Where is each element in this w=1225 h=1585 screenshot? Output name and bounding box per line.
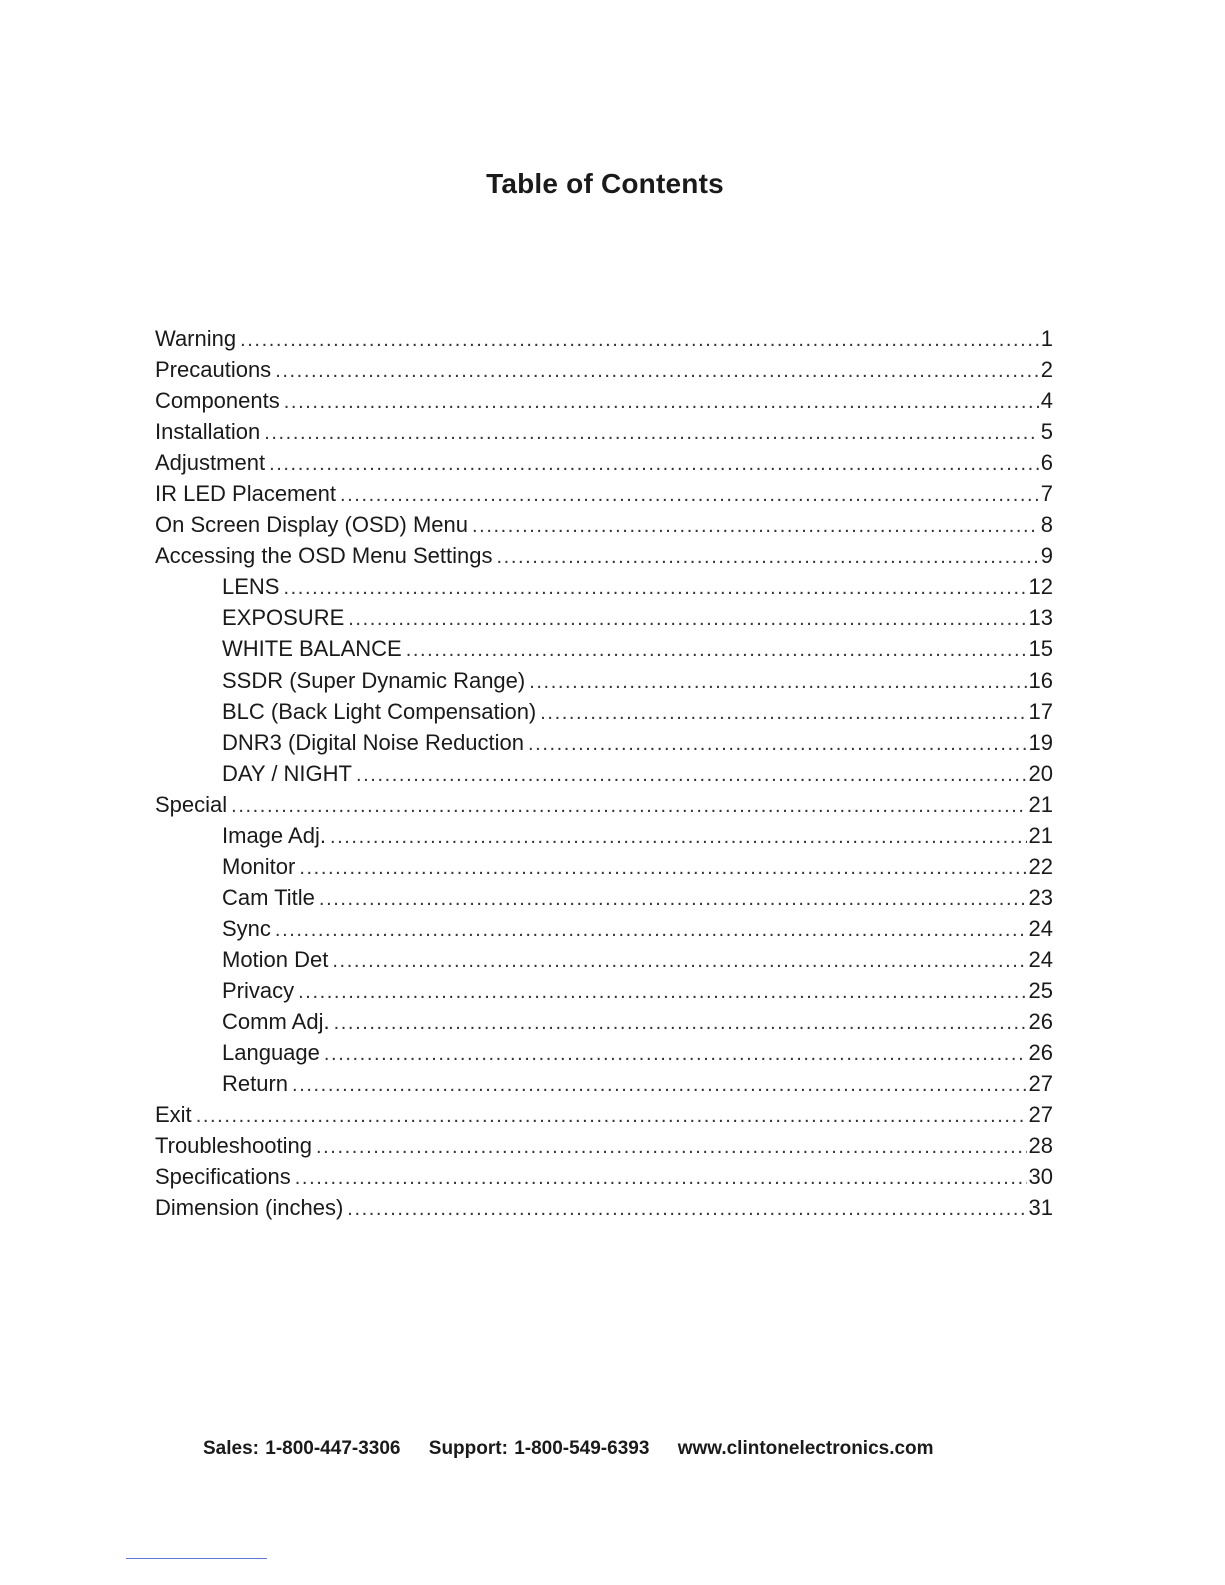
toc-dot-leader xyxy=(472,511,1039,542)
toc-entry-label: Motion Det xyxy=(222,946,329,972)
toc-entry-page-number: 24 xyxy=(1028,946,1053,972)
toc-dot-leader xyxy=(284,387,1039,418)
toc-entry-label: EXPOSURE xyxy=(222,605,345,631)
toc-entry-label: On Screen Display (OSD) Menu xyxy=(155,512,468,538)
toc-entry-page-number: 6 xyxy=(1040,450,1053,476)
toc-entry[interactable] xyxy=(155,1037,1053,1068)
toc-entry-label: Troubleshooting xyxy=(155,1133,312,1159)
toc-entry-label: BLC (Back Light Compensation) xyxy=(222,698,537,724)
toc-entry-label: WHITE BALANCE xyxy=(222,636,402,662)
toc-entry-label: Monitor xyxy=(222,853,296,879)
toc-entry[interactable] xyxy=(155,820,1053,851)
toc-dot-leader xyxy=(340,480,1039,511)
toc-entry[interactable] xyxy=(155,540,1053,571)
toc-entry-label: Adjustment xyxy=(155,450,266,476)
toc-entry[interactable] xyxy=(155,354,1053,385)
toc-dot-leader xyxy=(347,1194,1026,1225)
toc-entry-page-number: 21 xyxy=(1028,791,1053,817)
page-title: Table of Contents xyxy=(486,168,724,199)
contact-footer xyxy=(203,1438,1023,1460)
toc-dot-leader xyxy=(330,822,1027,853)
table-of-contents xyxy=(155,323,1053,1223)
toc-dot-leader xyxy=(316,1132,1027,1163)
toc-entry-page-number: 21 xyxy=(1028,822,1053,848)
toc-entry[interactable] xyxy=(155,1068,1053,1099)
toc-entry-page-number: 5 xyxy=(1040,419,1053,445)
toc-entry[interactable] xyxy=(155,478,1053,509)
toc-entry-page-number: 28 xyxy=(1028,1133,1053,1159)
toc-entry-page-number: 22 xyxy=(1028,853,1053,879)
toc-dot-leader xyxy=(269,449,1039,480)
toc-entry[interactable] xyxy=(155,851,1053,882)
toc-dot-leader xyxy=(240,325,1039,356)
toc-entry-page-number: 26 xyxy=(1028,1009,1053,1035)
toc-entry-label: Dimension (inches) xyxy=(155,1195,344,1221)
toc-entry[interactable] xyxy=(155,696,1053,727)
toc-entry[interactable] xyxy=(155,1099,1053,1130)
toc-entry-label: Cam Title xyxy=(222,884,315,910)
toc-dot-leader xyxy=(295,1163,1027,1194)
toc-entry[interactable] xyxy=(155,571,1053,602)
toc-entry-label: Return xyxy=(222,1071,289,1097)
toc-entry[interactable] xyxy=(155,727,1053,758)
toc-entry-page-number: 1 xyxy=(1040,326,1053,351)
toc-entry-label: Exit xyxy=(155,1102,192,1128)
toc-entry-label: Warning xyxy=(155,326,237,351)
toc-entry-label: Image Adj. xyxy=(222,822,326,848)
bottom-divider-line xyxy=(126,1558,267,1559)
toc-dot-leader xyxy=(529,667,1026,698)
toc-entry-label: Components xyxy=(155,388,280,414)
toc-dot-leader xyxy=(283,573,1026,604)
toc-entry-page-number: 30 xyxy=(1028,1164,1053,1190)
toc-entry-label: DAY / NIGHT xyxy=(222,760,352,786)
toc-entry-label: Accessing the OSD Menu Settings xyxy=(155,543,493,569)
toc-entry-label: Special xyxy=(155,791,228,817)
toc-entry-label: Comm Adj. xyxy=(222,1009,330,1035)
toc-entry-label: Privacy xyxy=(222,977,295,1003)
toc-entry-page-number: 19 xyxy=(1028,729,1053,755)
toc-entry[interactable] xyxy=(155,1130,1053,1161)
toc-entry[interactable] xyxy=(155,509,1053,540)
toc-entry-page-number: 16 xyxy=(1028,667,1053,693)
toc-dot-leader xyxy=(231,791,1026,822)
toc-entry[interactable] xyxy=(155,758,1053,789)
toc-entry[interactable] xyxy=(155,1192,1053,1223)
toc-entry-page-number: 25 xyxy=(1028,977,1053,1003)
toc-entry-page-number: 27 xyxy=(1028,1071,1053,1097)
toc-entry-label: IR LED Placement xyxy=(155,481,336,507)
toc-entry[interactable] xyxy=(155,789,1053,820)
toc-entry-page-number: 26 xyxy=(1028,1040,1053,1066)
toc-entry[interactable] xyxy=(155,944,1053,975)
toc-dot-leader xyxy=(324,1039,1027,1070)
toc-entry-page-number: 31 xyxy=(1028,1195,1053,1221)
toc-entry-label: Installation xyxy=(155,419,261,445)
toc-entry-label: DNR3 (Digital Noise Reduction xyxy=(222,729,525,755)
toc-dot-leader xyxy=(196,1101,1027,1132)
toc-dot-leader xyxy=(299,853,1026,884)
toc-entry-page-number: 2 xyxy=(1040,357,1053,383)
toc-entry[interactable] xyxy=(155,975,1053,1006)
toc-dot-leader xyxy=(264,418,1039,449)
toc-entry-label: Precautions xyxy=(155,357,272,383)
toc-entry-page-number: 8 xyxy=(1040,512,1053,538)
toc-dot-leader xyxy=(497,542,1039,573)
toc-entry[interactable] xyxy=(155,385,1053,416)
toc-dot-leader xyxy=(292,1070,1026,1101)
toc-entry[interactable] xyxy=(155,633,1053,664)
toc-entry-page-number: 9 xyxy=(1040,543,1053,569)
toc-entry[interactable] xyxy=(155,882,1053,913)
toc-dot-leader xyxy=(540,698,1026,729)
toc-entry-page-number: 23 xyxy=(1028,884,1053,910)
toc-dot-leader xyxy=(528,729,1027,760)
toc-entry-page-number: 7 xyxy=(1040,481,1053,507)
toc-entry[interactable] xyxy=(155,602,1053,633)
sales-phone: Sales: 1-800-447-3306 xyxy=(203,1438,401,1459)
toc-entry-page-number: 12 xyxy=(1028,574,1053,600)
toc-entry[interactable] xyxy=(155,913,1053,944)
toc-entry-page-number: 27 xyxy=(1028,1102,1053,1128)
toc-entry[interactable] xyxy=(155,665,1053,696)
toc-entry-page-number: 13 xyxy=(1028,605,1053,631)
toc-dot-leader xyxy=(332,946,1026,977)
website-link[interactable]: www.clintonelectronics.com xyxy=(677,1438,934,1459)
toc-dot-leader xyxy=(406,635,1027,666)
toc-dot-leader xyxy=(356,760,1027,791)
toc-dot-leader xyxy=(348,604,1026,635)
toc-entry-page-number: 4 xyxy=(1040,388,1053,414)
toc-entry-page-number: 17 xyxy=(1028,698,1053,724)
toc-entry-page-number: 24 xyxy=(1028,915,1053,941)
toc-entry-label: Specifications xyxy=(155,1164,291,1190)
toc-dot-leader xyxy=(319,884,1027,915)
toc-entry-label: Sync xyxy=(222,915,271,941)
toc-entry[interactable] xyxy=(155,1006,1053,1037)
toc-entry-label: LENS xyxy=(222,574,280,600)
toc-entry-label: Language xyxy=(222,1040,320,1066)
toc-dot-leader xyxy=(275,915,1027,946)
support-phone: Support: 1-800-549-6393 xyxy=(428,1438,650,1459)
toc-dot-leader xyxy=(275,356,1039,387)
toc-entry[interactable] xyxy=(155,447,1053,478)
toc-entry[interactable] xyxy=(155,323,1053,354)
toc-entry-page-number: 20 xyxy=(1028,760,1053,786)
toc-entry[interactable] xyxy=(155,1161,1053,1192)
toc-entry-page-number: 15 xyxy=(1028,636,1053,662)
toc-entry-label: SSDR (Super Dynamic Range) xyxy=(222,667,526,693)
toc-dot-leader xyxy=(334,1008,1027,1039)
toc-entry[interactable] xyxy=(155,416,1053,447)
toc-dot-leader xyxy=(298,977,1026,1008)
